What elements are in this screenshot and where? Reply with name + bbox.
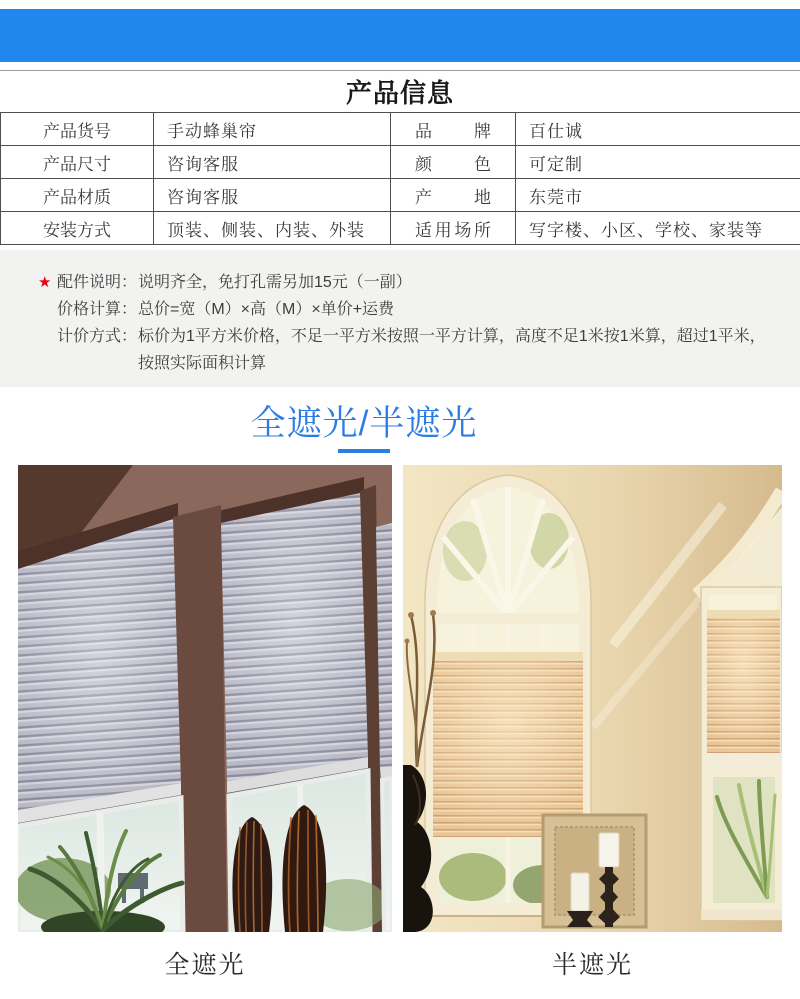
half-blackout-caption: 半遮光 — [403, 945, 782, 981]
spec-value: 可定制 — [516, 146, 800, 179]
full-blackout-illustration — [18, 465, 392, 932]
spec-value: 顶装、侧装、内装、外装 — [154, 212, 391, 245]
spec-value: 写字楼、小区、学校、家装等 — [516, 212, 800, 245]
full-blackout-figure — [18, 465, 392, 981]
note-label: 配件说明： — [57, 269, 138, 296]
table-row — [1, 113, 800, 146]
half-blackout-illustration — [403, 465, 782, 932]
page-title: 产品信息 — [346, 73, 454, 110]
note-text: 标价为1平方米价格，不足一平方米按照一平方计算，高度不足1米按1米算，超过1平米，按照实际面积计算 — [138, 323, 770, 377]
full-blackout-caption: 全遮光 — [18, 945, 392, 981]
table-row — [1, 212, 800, 245]
shade-head-rail — [707, 610, 780, 618]
note-label: 价格计算： — [57, 296, 138, 323]
shade-head-rail — [433, 652, 583, 661]
product-info-header — [0, 70, 800, 112]
spec-label: 产地 — [391, 179, 516, 212]
spec-label: 产品尺寸 — [1, 146, 154, 179]
note-accessories — [38, 269, 772, 296]
note-price-formula — [38, 296, 772, 323]
spec-label: 产品材质 — [1, 179, 154, 212]
product-spec-table — [0, 112, 800, 245]
full-blackout-photo — [18, 465, 392, 932]
spec-label: 适用场所 — [391, 212, 516, 245]
product-detail-page — [0, 9, 800, 981]
spec-value: 咨询客服 — [154, 146, 391, 179]
section-title-block — [0, 404, 764, 453]
top-banner — [0, 9, 800, 62]
half-blackout-figure — [403, 465, 782, 981]
table-row — [1, 179, 800, 212]
spec-label: 产品货号 — [1, 113, 154, 146]
note-label: 计价方式： — [57, 323, 138, 377]
spec-value: 咨询客服 — [154, 179, 391, 212]
note-text: 总价=宽（M）×高（M）×单价+运费 — [138, 296, 770, 323]
note-text: 说明齐全，免打孔需另加15元（一副） — [138, 269, 770, 296]
star-spacer — [38, 323, 57, 377]
star-icon: ★ — [38, 269, 57, 296]
table-row — [1, 146, 800, 179]
half-blackout-photo — [403, 465, 782, 932]
section-title: 全遮光/半遮光 — [0, 404, 764, 444]
notes-section — [0, 250, 800, 387]
spec-value: 百仕诚 — [516, 113, 800, 146]
note-pricing-rule — [38, 323, 772, 377]
spec-value: 手动蜂巢帘 — [154, 113, 391, 146]
spec-label: 安装方式 — [1, 212, 154, 245]
title-underline — [338, 449, 390, 453]
spec-label: 颜色 — [391, 146, 516, 179]
product-gallery — [0, 465, 800, 981]
spec-label: 品牌 — [391, 113, 516, 146]
decor-leaning-frame — [543, 815, 646, 927]
star-spacer — [38, 296, 57, 323]
spec-value: 东莞市 — [516, 179, 800, 212]
